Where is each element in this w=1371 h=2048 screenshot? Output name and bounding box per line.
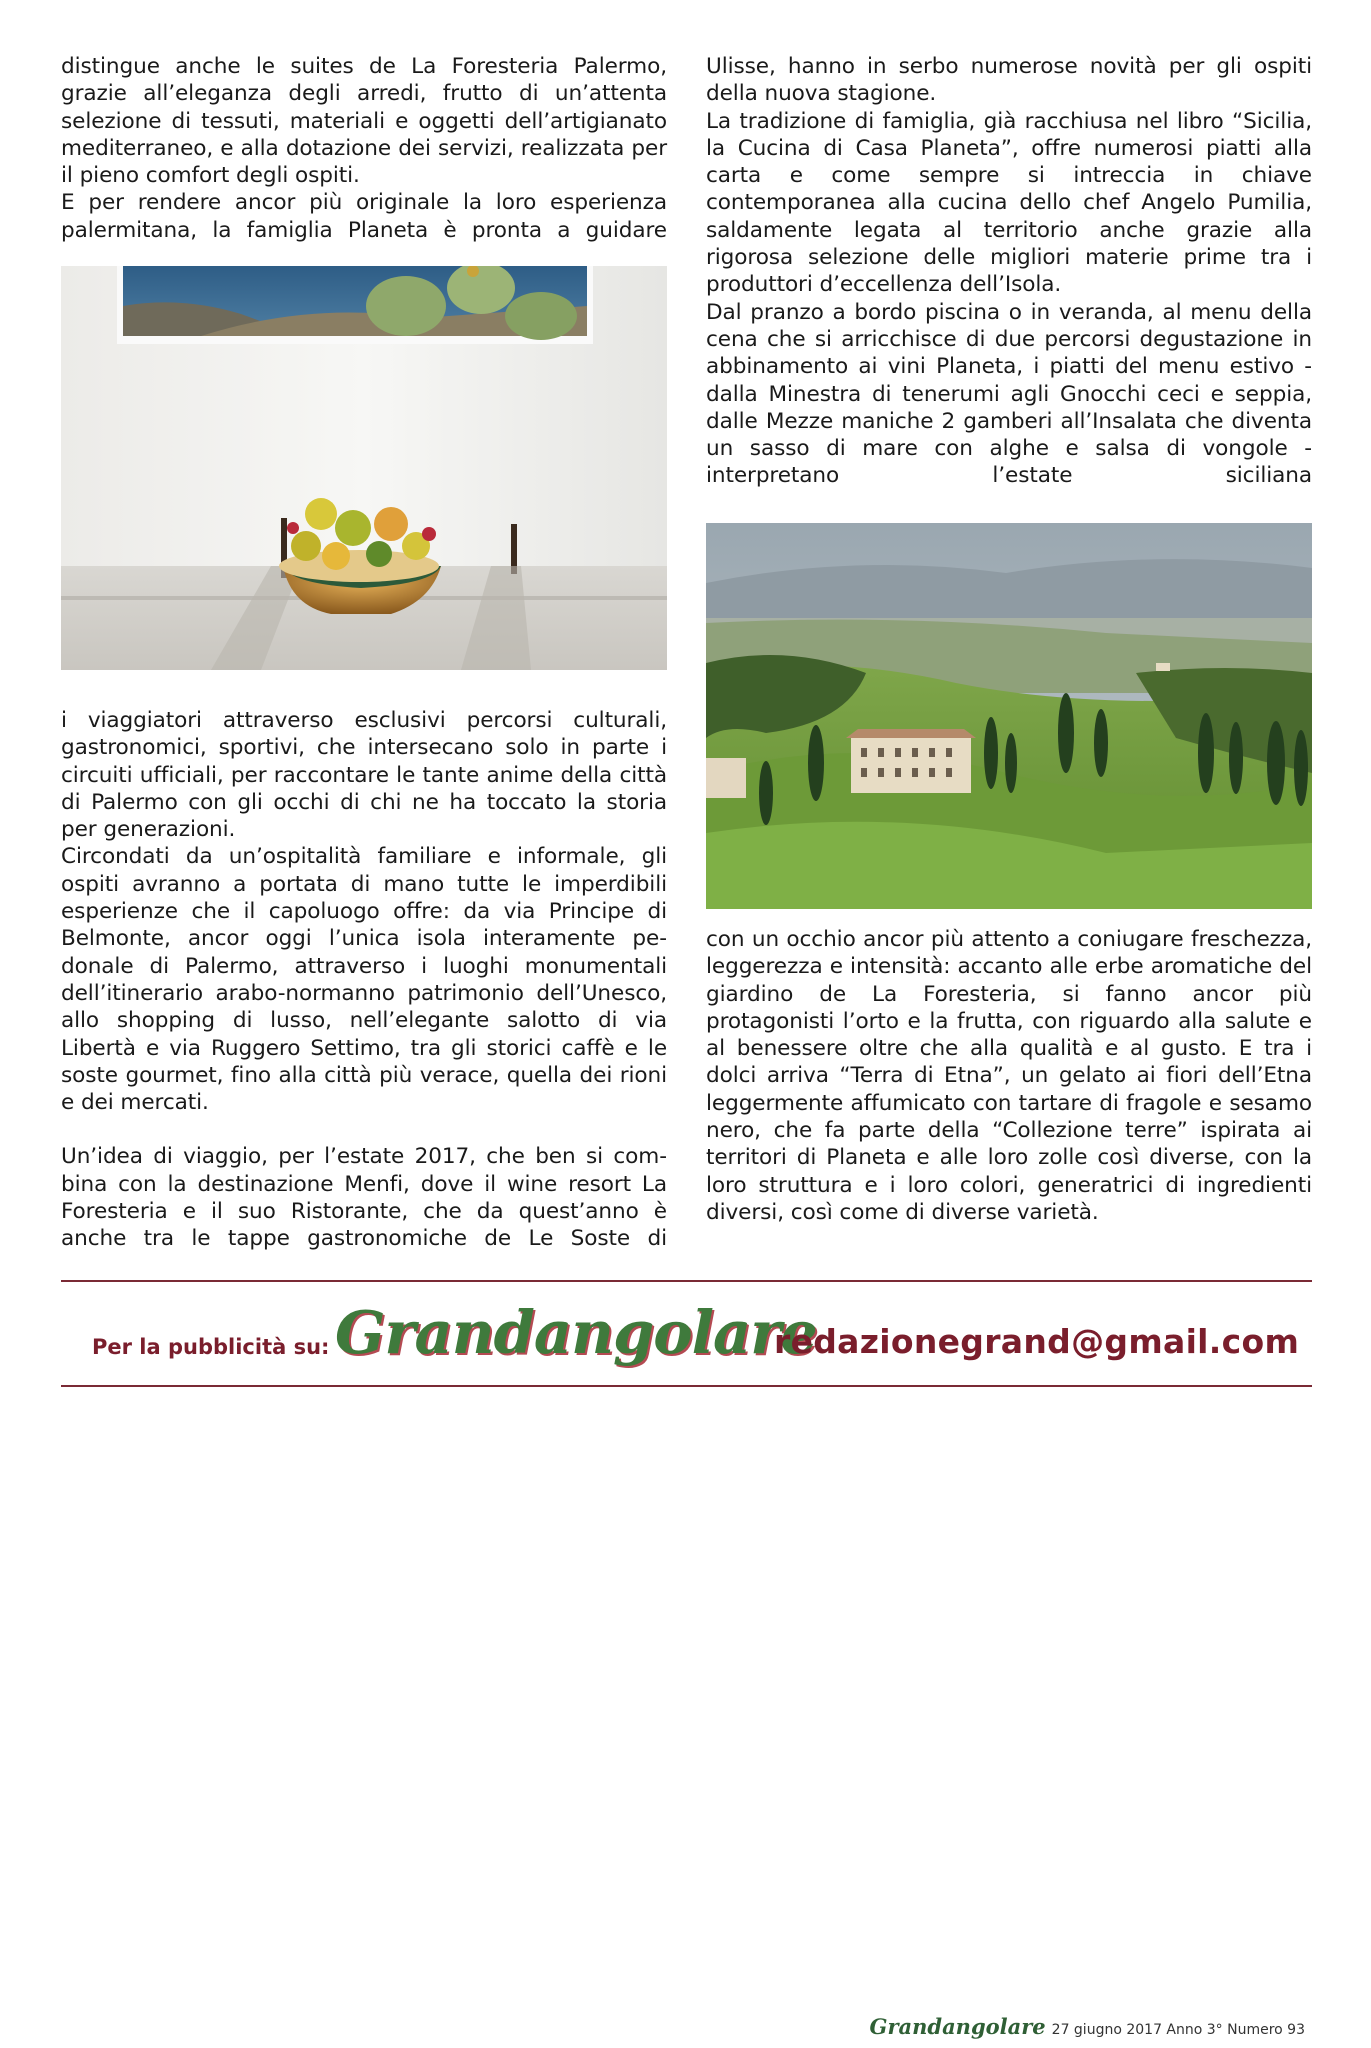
landscape-photo: [706, 523, 1312, 909]
paragraph: E per rendere ancor più originale la loro esperienza palermitana, la famiglia Planeta è pronta a guidare: [61, 190, 667, 243]
paragraph: La tradizione di famiglia, già racchiusa nel libro “Sicilia, la Cucina di Casa Planeta”, offre numerosi piatti alla carta e come sempre si intreccia in chiave contemporanea alla cucina dello chef Angelo Pumilia, saldamente legata al territorio anche grazie alla rigorosa selezione delle migliori materie prime tra i produttori d’eccellenza dell’Isola.: [706, 108, 1312, 298]
left-column-top: [61, 53, 667, 244]
brand-logo: Grandangolare: [335, 1298, 817, 1367]
contact-email[interactable]: redazionegrand@gmail.com: [774, 1322, 1300, 1361]
page-folio: [870, 2014, 1305, 2039]
banner-bottom-rule: [61, 1385, 1312, 1387]
paragraph: con un occhio ancor più attento a coniugare freschezza, leggerezza e intensità: accanto alle erbe aromatiche del giardino de La Foresteria, si fanno ancor più protagonisti l’orto e la frutta, con riguardo alla salute e al benessere oltre che alla qualità e al gusto. E tra i dolci arriva “Terra di Etna”, un gelato ai fiori dell’Etna leggermente affumicato con tartare di fragole e sesamo nero, che fa parte della “Collezione terre” ispirata ai territori di Planeta e alle loro zolle così diverse, con la loro struttura e i loro colori, generatrici di ingredienti diversi, così come di diverse varietà.: [706, 927, 1312, 1225]
paragraph: i viaggiatori attraverso esclusivi percorsi culturali, gastronomici, sportivi, che intersecano solo in parte i circuiti ufficiali, per raccontare le tante anime della città di Palermo con gli occhi di chi ne ha toccato la storia per generazioni.: [61, 708, 667, 843]
right-column-bottom: [706, 926, 1312, 1226]
paragraph: Dal pranzo a bordo piscina o in veranda, al menu della cena che si arricchisce di due percorsi degustazione in abbinamento ai vini Planeta, i piatti del menu estivo - dalla Minestra di tenerumi agli Gnocchi ceci e seppia, dalle Mezze maniche 2 gamberi all’Insalata che diventa un sasso di mare con alghe e salsa di vongole - interpretano l’estate siciliana: [706, 299, 1312, 489]
paragraph: Circondati da un’ospitalità familiare e informale, gli ospiti avranno a portata di mano tutte le imperdibili esperienze che il capoluogo offre: da via Principe di Belmonte, ancor oggi l’unica isola interamente pedonale di Palermo, attraverso i luoghi monumentali dell’itinerario arabo-normanno patrimonio dell’Unesco, allo shopping di lusso, nell’elegante salotto di via Libertà e via Ruggero Settimo, tra gli storici caffè e le soste gourmet, fino alla città più verace, quella dei rioni e dei mercati.: [61, 844, 667, 1116]
folio-brand: Grandangolare: [869, 2014, 1046, 2039]
paragraph: distingue anche le suites de La Foresteria Palermo, grazie all’eleganza degli arredi, frutto di un’attenta selezione di tessuti, materiali e oggetti dell’artigianato mediterraneo, e alla dotazione dei servizi, realizzata per il pieno comfort degli ospiti.: [61, 54, 667, 189]
ad-label: Per la pubblicità su:: [92, 1335, 330, 1359]
left-column-bottom: [61, 707, 667, 1253]
folio-issue: 27 giugno 2017 Anno 3° Numero 93: [1051, 2022, 1305, 2038]
paragraph: Ulisse, hanno in serbo numerose novità per gli ospiti della nuova stagione.: [706, 54, 1312, 107]
banner-top-rule: [61, 1280, 1312, 1282]
paragraph: Un’idea di viaggio, per l’estate 2017, che ben si combina con la destinazione Menfi, dove il wine resort La Foresteria e il suo Ristorante, che da quest’anno è anche tra le tappe gastronomiche de Le Soste di: [61, 1144, 667, 1252]
right-column-top: [706, 53, 1312, 490]
interior-photo: [61, 266, 667, 670]
